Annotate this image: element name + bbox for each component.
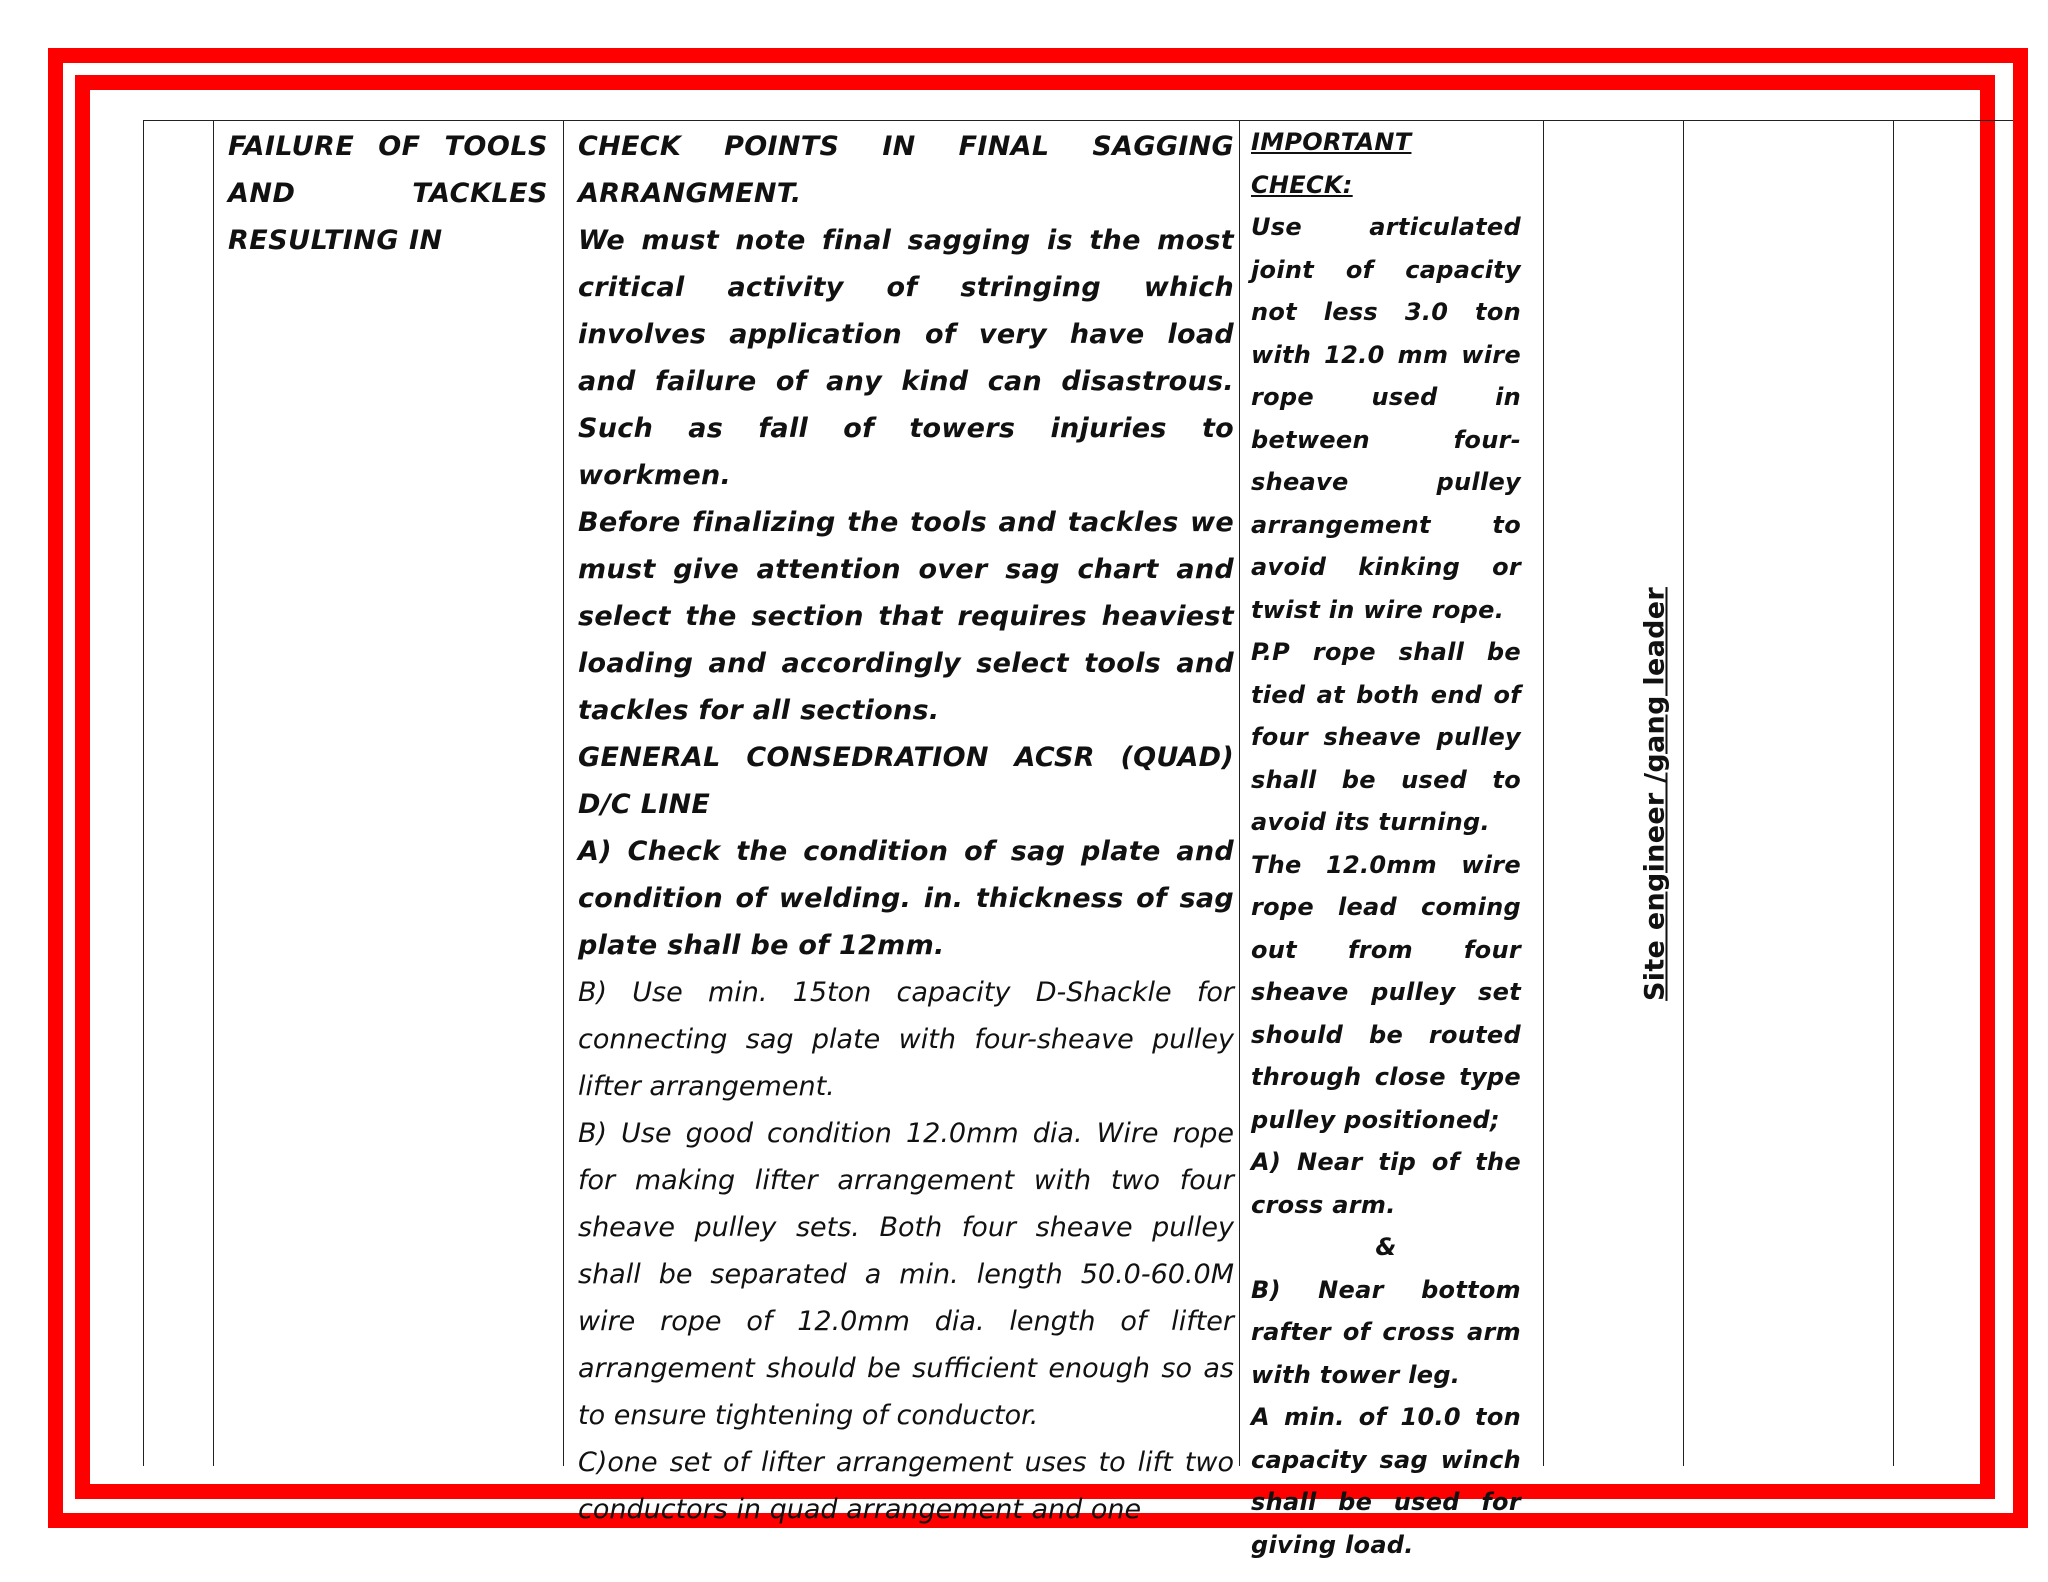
ampersand: & — [1375, 1233, 1397, 1261]
important-check-cell — [1251, 121, 1521, 1566]
important-check-heading: IMPORTANT CHECK: — [1251, 128, 1412, 199]
checkpoints-cell — [578, 121, 1234, 1533]
checkpoints-para-6: B) Use good condition 12.0mm dia. Wire rope for making lifter arrangement with two four sheave pulley sets. Both four sheave pulley shall be separated a min. length 50.0-60.0M wire rope of 12.0mm dia. length of lifter arrangement should be sufficient enough so as to ensure tightening of conductor. — [578, 1118, 1234, 1431]
checkpoints-para-7: C)one set of lifter arrangement uses to lift two conductors in quad arrangement and one — [578, 1447, 1234, 1525]
column-divider — [143, 121, 144, 1466]
failure-text: FAILURE OF TOOLS AND TACKLES RESULTING IN — [228, 131, 548, 256]
checkpoints-para-4: A) Check the condition of sag plate and condition of welding. in. thickness of sag plate shall be of 12mm. — [578, 836, 1234, 961]
hazard-table — [143, 120, 2013, 1559]
column-divider — [1543, 121, 1544, 1466]
important-para-4: A) Near tip of the cross arm. — [1251, 1148, 1521, 1219]
column-divider — [1239, 121, 1240, 1466]
important-para-1: Use articulated joint of capacity not less 3.0 ton with 12.0 mm wire rope used in between four-sheave pulley arrangement to avoid kinking or twist in wire rope. — [1251, 213, 1521, 624]
important-para-3: The 12.0mm wire rope lead coming out from four sheave pulley set should be routed through close type pulley positioned; — [1251, 850, 1521, 1134]
responsibility-text: Site engineer /gang leader — [1639, 586, 1671, 1001]
important-para-5: B) Near bottom rafter of cross arm with tower leg. — [1251, 1275, 1521, 1389]
checkpoints-para-1: We must note final sagging is the most critical activity of stringing which involves application of very have load and failure of any kind can disastrous. Such as fall of towers injuries to workmen. — [578, 225, 1234, 491]
checkpoints-para-2: Before finalizing the tools and tackles we must give attention over sag chart and select the section that requires heaviest loading and accordingly select tools and tackles for all sections. — [578, 507, 1234, 726]
column-divider — [563, 121, 564, 1466]
responsibility-cell — [1615, 121, 1695, 1466]
checkpoints-para-5: B) Use min. 15ton capacity D-Shackle for connecting sag plate with four-sheave pulley lifter arrangement. — [578, 977, 1234, 1102]
failure-cell — [228, 121, 548, 264]
checkpoints-para-3: GENERAL CONSEDRATION ACSR (QUAD) D/C LINE — [578, 742, 1234, 820]
column-divider — [213, 121, 214, 1466]
checkpoints-heading: CHECK POINTS IN FINAL SAGGING ARRANGMENT. — [578, 131, 1234, 209]
important-para-6: A min. of 10.0 ton capacity sag winch shall be used for giving load. — [1251, 1403, 1521, 1559]
important-para-2: P.P rope shall be tied at both end of four sheave pulley shall be used to avoid its turning. — [1251, 638, 1521, 836]
column-divider — [1893, 121, 1894, 1466]
